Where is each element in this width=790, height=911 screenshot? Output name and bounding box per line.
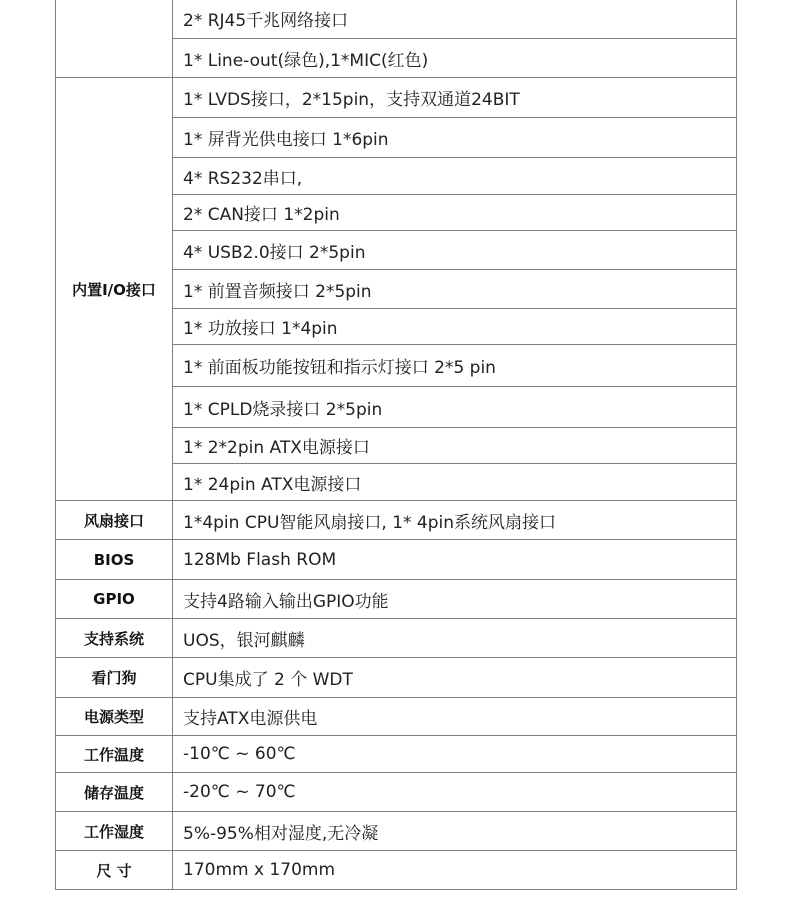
row-label-internal-io: 内置I/O接口 [56, 78, 173, 501]
row-value: 128Mb Flash ROM [173, 540, 737, 580]
table-row [56, 658, 737, 698]
table-row [56, 773, 737, 812]
row-value: 1*4pin CPU智能风扇接口, 1* 4pin系统风扇接口 [173, 501, 737, 540]
row-label: 工作温度 [56, 736, 173, 773]
row-value: 1* LVDS接口，2*15pin，支持双通道24BIT [173, 78, 737, 118]
table-row [56, 851, 737, 890]
row-label: 储存温度 [56, 773, 173, 812]
row-value: 1* 功放接口 1*4pin [173, 309, 737, 345]
row-label: 工作湿度 [56, 812, 173, 851]
table-row [56, 812, 737, 851]
row-label: 风扇接口 [56, 501, 173, 540]
row-value: -10℃ ~ 60℃ [173, 736, 737, 773]
table-row [56, 698, 737, 736]
row-value: 1* 2*2pin ATX电源接口 [173, 428, 737, 464]
row-value: UOS，银河麒麟 [173, 619, 737, 658]
spec-table [55, 0, 737, 890]
row-value: 支持ATX电源供电 [173, 698, 737, 736]
row-value: 1* 屏背光供电接口 1*6pin [173, 118, 737, 158]
table-row [56, 619, 737, 658]
row-value: 4* USB2.0接口 2*5pin [173, 231, 737, 270]
row-value: 1* CPLD烧录接口 2*5pin [173, 387, 737, 428]
row-value: -20℃ ~ 70℃ [173, 773, 737, 812]
row-value: 5%-95%相对湿度,无冷凝 [173, 812, 737, 851]
row-value: 2* RJ45千兆网络接口 [173, 0, 737, 39]
table-row [56, 78, 737, 118]
row-value: 2* CAN接口 1*2pin [173, 195, 737, 231]
row-label [56, 0, 173, 78]
row-label: 支持系统 [56, 619, 173, 658]
row-value: 1* 24pin ATX电源接口 [173, 464, 737, 501]
row-label: 尺 寸 [56, 851, 173, 890]
row-label: BIOS [56, 540, 173, 580]
table-row [56, 540, 737, 580]
table-row [56, 580, 737, 619]
row-value: 1* 前面板功能按钮和指示灯接口 2*5 pin [173, 345, 737, 387]
row-value: CPU集成了 2 个 WDT [173, 658, 737, 698]
table-row [56, 501, 737, 540]
row-value: 支持4路输入输出GPIO功能 [173, 580, 737, 619]
row-value: 170mm x 170mm [173, 851, 737, 890]
row-label: 电源类型 [56, 698, 173, 736]
row-value: 4* RS232串口, [173, 158, 737, 195]
row-value: 1* Line-out(绿色),1*MIC(红色) [173, 39, 737, 78]
row-label: 看门狗 [56, 658, 173, 698]
row-value: 1* 前置音频接口 2*5pin [173, 270, 737, 309]
row-label: GPIO [56, 580, 173, 619]
table-row [56, 736, 737, 773]
table-row [56, 0, 737, 39]
